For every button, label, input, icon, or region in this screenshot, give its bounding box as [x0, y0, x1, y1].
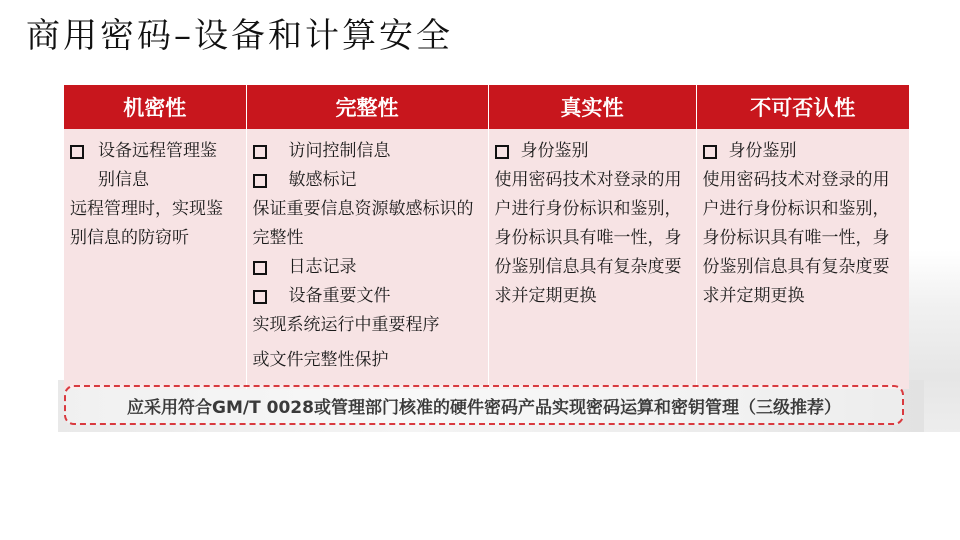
- description-text: 使用密码技术对登录的用户进行身份标识和鉴别，身份标识具有唯一性，身份鉴别信息具有复杂度要求并定期更换: [494, 170, 682, 306]
- description-text: 保证重要信息资源敏感标识的完整性: [252, 199, 474, 248]
- bullet-text: 敏感标记: [288, 170, 357, 190]
- bullet-text: 访问控制信息: [288, 141, 391, 161]
- bullet-text: [98, 137, 217, 195]
- table-header-row: [64, 85, 909, 129]
- list-item: [253, 282, 482, 311]
- slide-title: 商用密码–设备和计算安全: [26, 16, 453, 56]
- header-authenticity: 真实性: [488, 85, 696, 129]
- cell-non-repudiation: [696, 129, 909, 389]
- description-text: 或文件完整性保护: [252, 350, 389, 370]
- checkbox-bullet-icon: [253, 145, 267, 159]
- checkbox-bullet-icon: [253, 261, 267, 275]
- list-item: [70, 137, 240, 195]
- description-text: 使用密码技术对登录的用户进行身份标识和鉴别，身份标识具有唯一性，身份鉴别信息具有复杂度要求并定期更换: [702, 170, 890, 306]
- description-text: 实现系统运行中重要程序: [252, 315, 440, 335]
- list-item: [253, 137, 482, 166]
- cell-authenticity: [488, 129, 696, 389]
- bullet-text: 设备重要文件: [288, 286, 391, 306]
- checkbox-bullet-icon: [703, 145, 717, 159]
- cell-confidentiality: [64, 129, 246, 389]
- table-row: [64, 129, 909, 389]
- security-requirements-table: [64, 85, 909, 389]
- bullet-text: 身份鉴别: [728, 141, 797, 161]
- cell-integrity: [246, 129, 488, 389]
- list-item: [253, 253, 482, 282]
- list-item: [703, 137, 904, 166]
- header-confidentiality: 机密性: [64, 85, 246, 129]
- list-item: [495, 137, 690, 166]
- header-integrity: 完整性: [246, 85, 488, 129]
- bullet-text: 日志记录: [288, 257, 357, 277]
- recommendation-note: 应采用符合GM/T 0028或管理部门核准的硬件密码产品实现密码运算和密钥管理（三级推荐）: [64, 385, 904, 425]
- checkbox-bullet-icon: [70, 145, 84, 159]
- checkbox-bullet-icon: [253, 290, 267, 304]
- bullet-text-line: 别信息: [98, 170, 149, 190]
- bullet-text-line: 设备远程管理鉴: [98, 141, 217, 161]
- bullet-text: 身份鉴别: [520, 141, 589, 161]
- description-text: 远程管理时，实现鉴别信息的防窃听: [70, 199, 223, 248]
- checkbox-bullet-icon: [495, 145, 509, 159]
- header-non-repudiation: 不可否认性: [696, 85, 909, 129]
- list-item: [253, 166, 482, 195]
- checkbox-bullet-icon: [253, 174, 267, 188]
